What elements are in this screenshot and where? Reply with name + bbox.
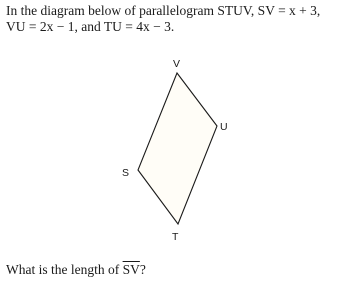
question-suffix: ? — [139, 262, 146, 277]
problem-line-2: VU = 2x − 1, and TU = 4x − 3. — [6, 19, 175, 34]
segment-sv: $\overline{SV}$ — [122, 262, 140, 277]
question-prefix: What is the length of — [6, 262, 123, 277]
problem-line-1: In the diagram below of parallelogram STUV, SV = x + 3, — [6, 3, 321, 18]
parallelogram-stuv — [138, 73, 217, 224]
vertex-label-t: T — [172, 231, 179, 243]
vertex-label-v: V — [173, 58, 181, 70]
question-text — [6, 262, 146, 278]
vertex-label-s: S — [122, 167, 130, 179]
vertex-label-u: U — [220, 121, 228, 133]
